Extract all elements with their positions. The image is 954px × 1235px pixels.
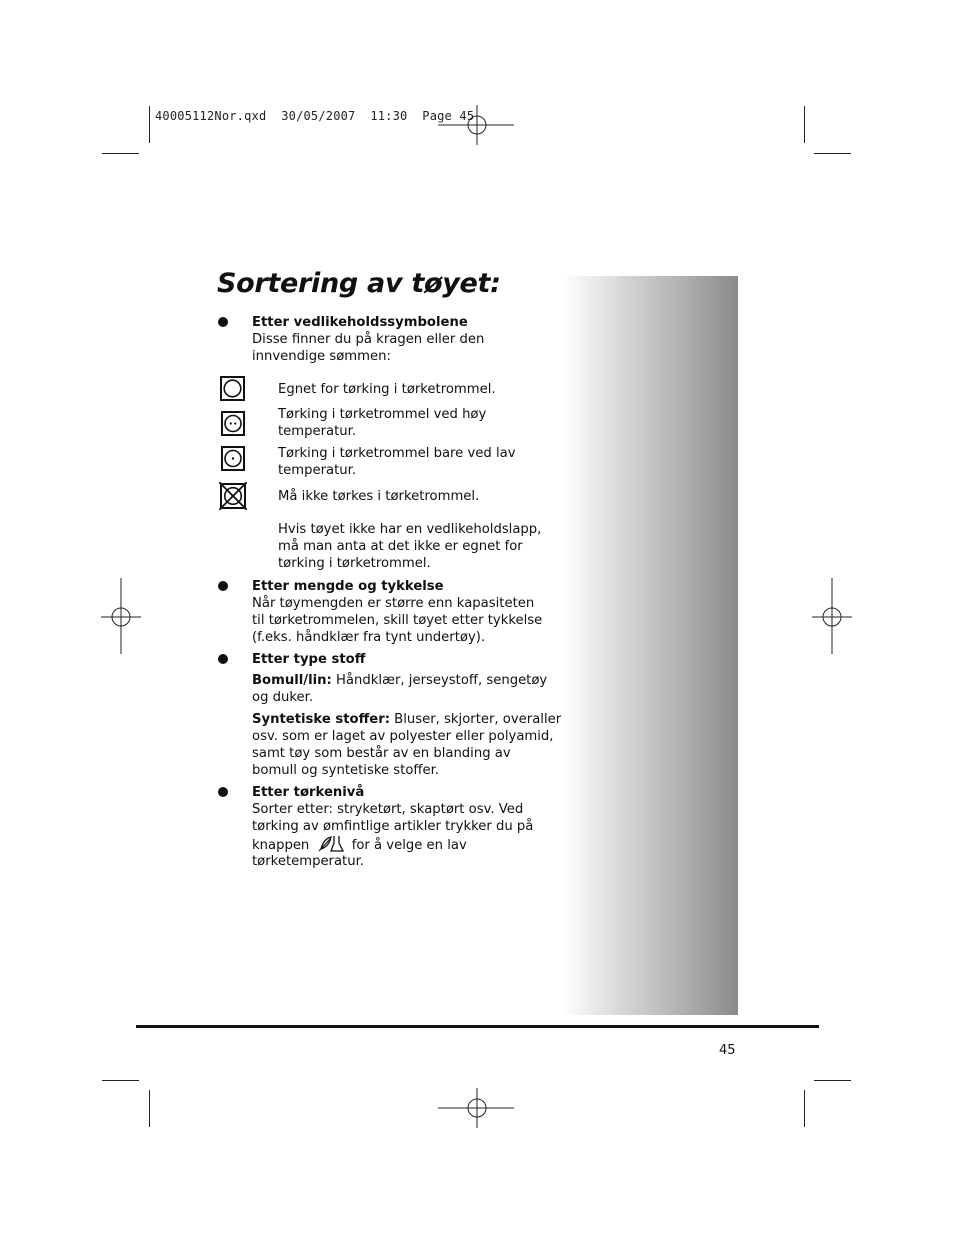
note-text: tørking i tørketrommel.	[278, 556, 431, 571]
section-text-with-icon: knappen for å velge en lav	[252, 835, 467, 854]
symbol-description: temperatur.	[278, 424, 357, 439]
section-heading-fabric-type: Etter type stoff	[252, 652, 366, 667]
synthetic-text: bomull og syntetiske stoffer.	[252, 763, 439, 778]
symbol-description: temperatur.	[278, 463, 357, 478]
crop-mark	[102, 153, 139, 154]
cotton-text: og duker.	[252, 690, 314, 705]
section-heading-dryness-level: Etter tørkenivå	[252, 785, 365, 800]
tumble-dry-high-temp-icon	[221, 411, 245, 436]
section-text: innvendige sømmen:	[252, 349, 391, 364]
side-gradient-panel	[562, 276, 738, 1015]
bullet-icon	[218, 654, 228, 664]
section-text: Når tøymengden er større enn kapasiteten	[252, 596, 535, 611]
note-text: Hvis tøyet ikke har en vedlikeholdslapp,	[278, 522, 542, 537]
bullet-icon	[218, 581, 228, 591]
symbol-description: Tørking i tørketrommel bare ved lav	[278, 446, 516, 461]
section-text: til tørketrommelen, skill tøyet etter tykkelse	[252, 613, 543, 628]
bullet-icon	[218, 787, 228, 797]
registration-mark-icon	[438, 105, 516, 145]
symbol-description: Må ikke tørkes i tørketrommel.	[278, 489, 480, 504]
tumble-dry-low-temp-icon	[221, 446, 245, 471]
section-text: Disse finner du på kragen eller den	[252, 332, 485, 347]
section-text: tørking av ømfintlige artikler trykker du på	[252, 819, 534, 834]
section-text: Sorter etter: stryketørt, skaptørt osv. Ved	[252, 802, 524, 817]
bullet-icon	[218, 317, 228, 327]
crop-mark	[102, 1080, 139, 1081]
synthetic-text: osv. som er laget av polyester eller polyamid,	[252, 729, 554, 744]
section-text: tørketemperatur.	[252, 854, 364, 869]
crop-mark	[804, 106, 805, 143]
crop-mark	[814, 153, 851, 154]
delicate-button-icon	[318, 835, 344, 853]
registration-mark-icon	[812, 578, 852, 656]
synthetic-label: Syntetiske stoffer:	[252, 712, 390, 727]
crop-mark	[814, 1080, 851, 1081]
do-not-tumble-dry-icon	[219, 482, 247, 510]
registration-mark-icon	[438, 1088, 516, 1128]
synthetic-text	[252, 711, 561, 728]
cotton-examples: Håndklær, jerseystoff, sengetøy	[331, 673, 548, 688]
tumble-dry-allowed-icon	[220, 376, 245, 401]
synthetic-examples: Bluser, skjorter, overaller	[389, 712, 562, 727]
section-heading-quantity: Etter mengde og tykkelse	[252, 579, 444, 594]
symbol-description: Tørking i tørketrommel ved høy	[278, 407, 487, 422]
synthetic-text: samt tøy som består av en blanding av	[252, 746, 511, 761]
crop-mark	[804, 1090, 805, 1127]
crop-mark	[149, 106, 150, 143]
cotton-text	[252, 672, 547, 689]
page-number: 45	[719, 1043, 736, 1058]
registration-mark-icon	[101, 578, 141, 656]
print-slug: 40005112Nor.qxd 30/05/2007 11:30 Page 45	[155, 109, 475, 123]
cotton-label: Bomull/lin:	[252, 673, 332, 688]
section-heading-care-symbols: Etter vedlikeholdssymbolene	[252, 315, 468, 330]
crop-mark	[149, 1090, 150, 1127]
section-text: (f.eks. håndklær fra tynt undertøy).	[252, 630, 486, 645]
footer-rule	[136, 1025, 819, 1028]
note-text: må man anta at det ikke er egnet for	[278, 539, 523, 554]
page-title: Sortering av tøyet:	[217, 268, 501, 299]
symbol-description: Egnet for tørking i tørketrommel.	[278, 382, 496, 397]
